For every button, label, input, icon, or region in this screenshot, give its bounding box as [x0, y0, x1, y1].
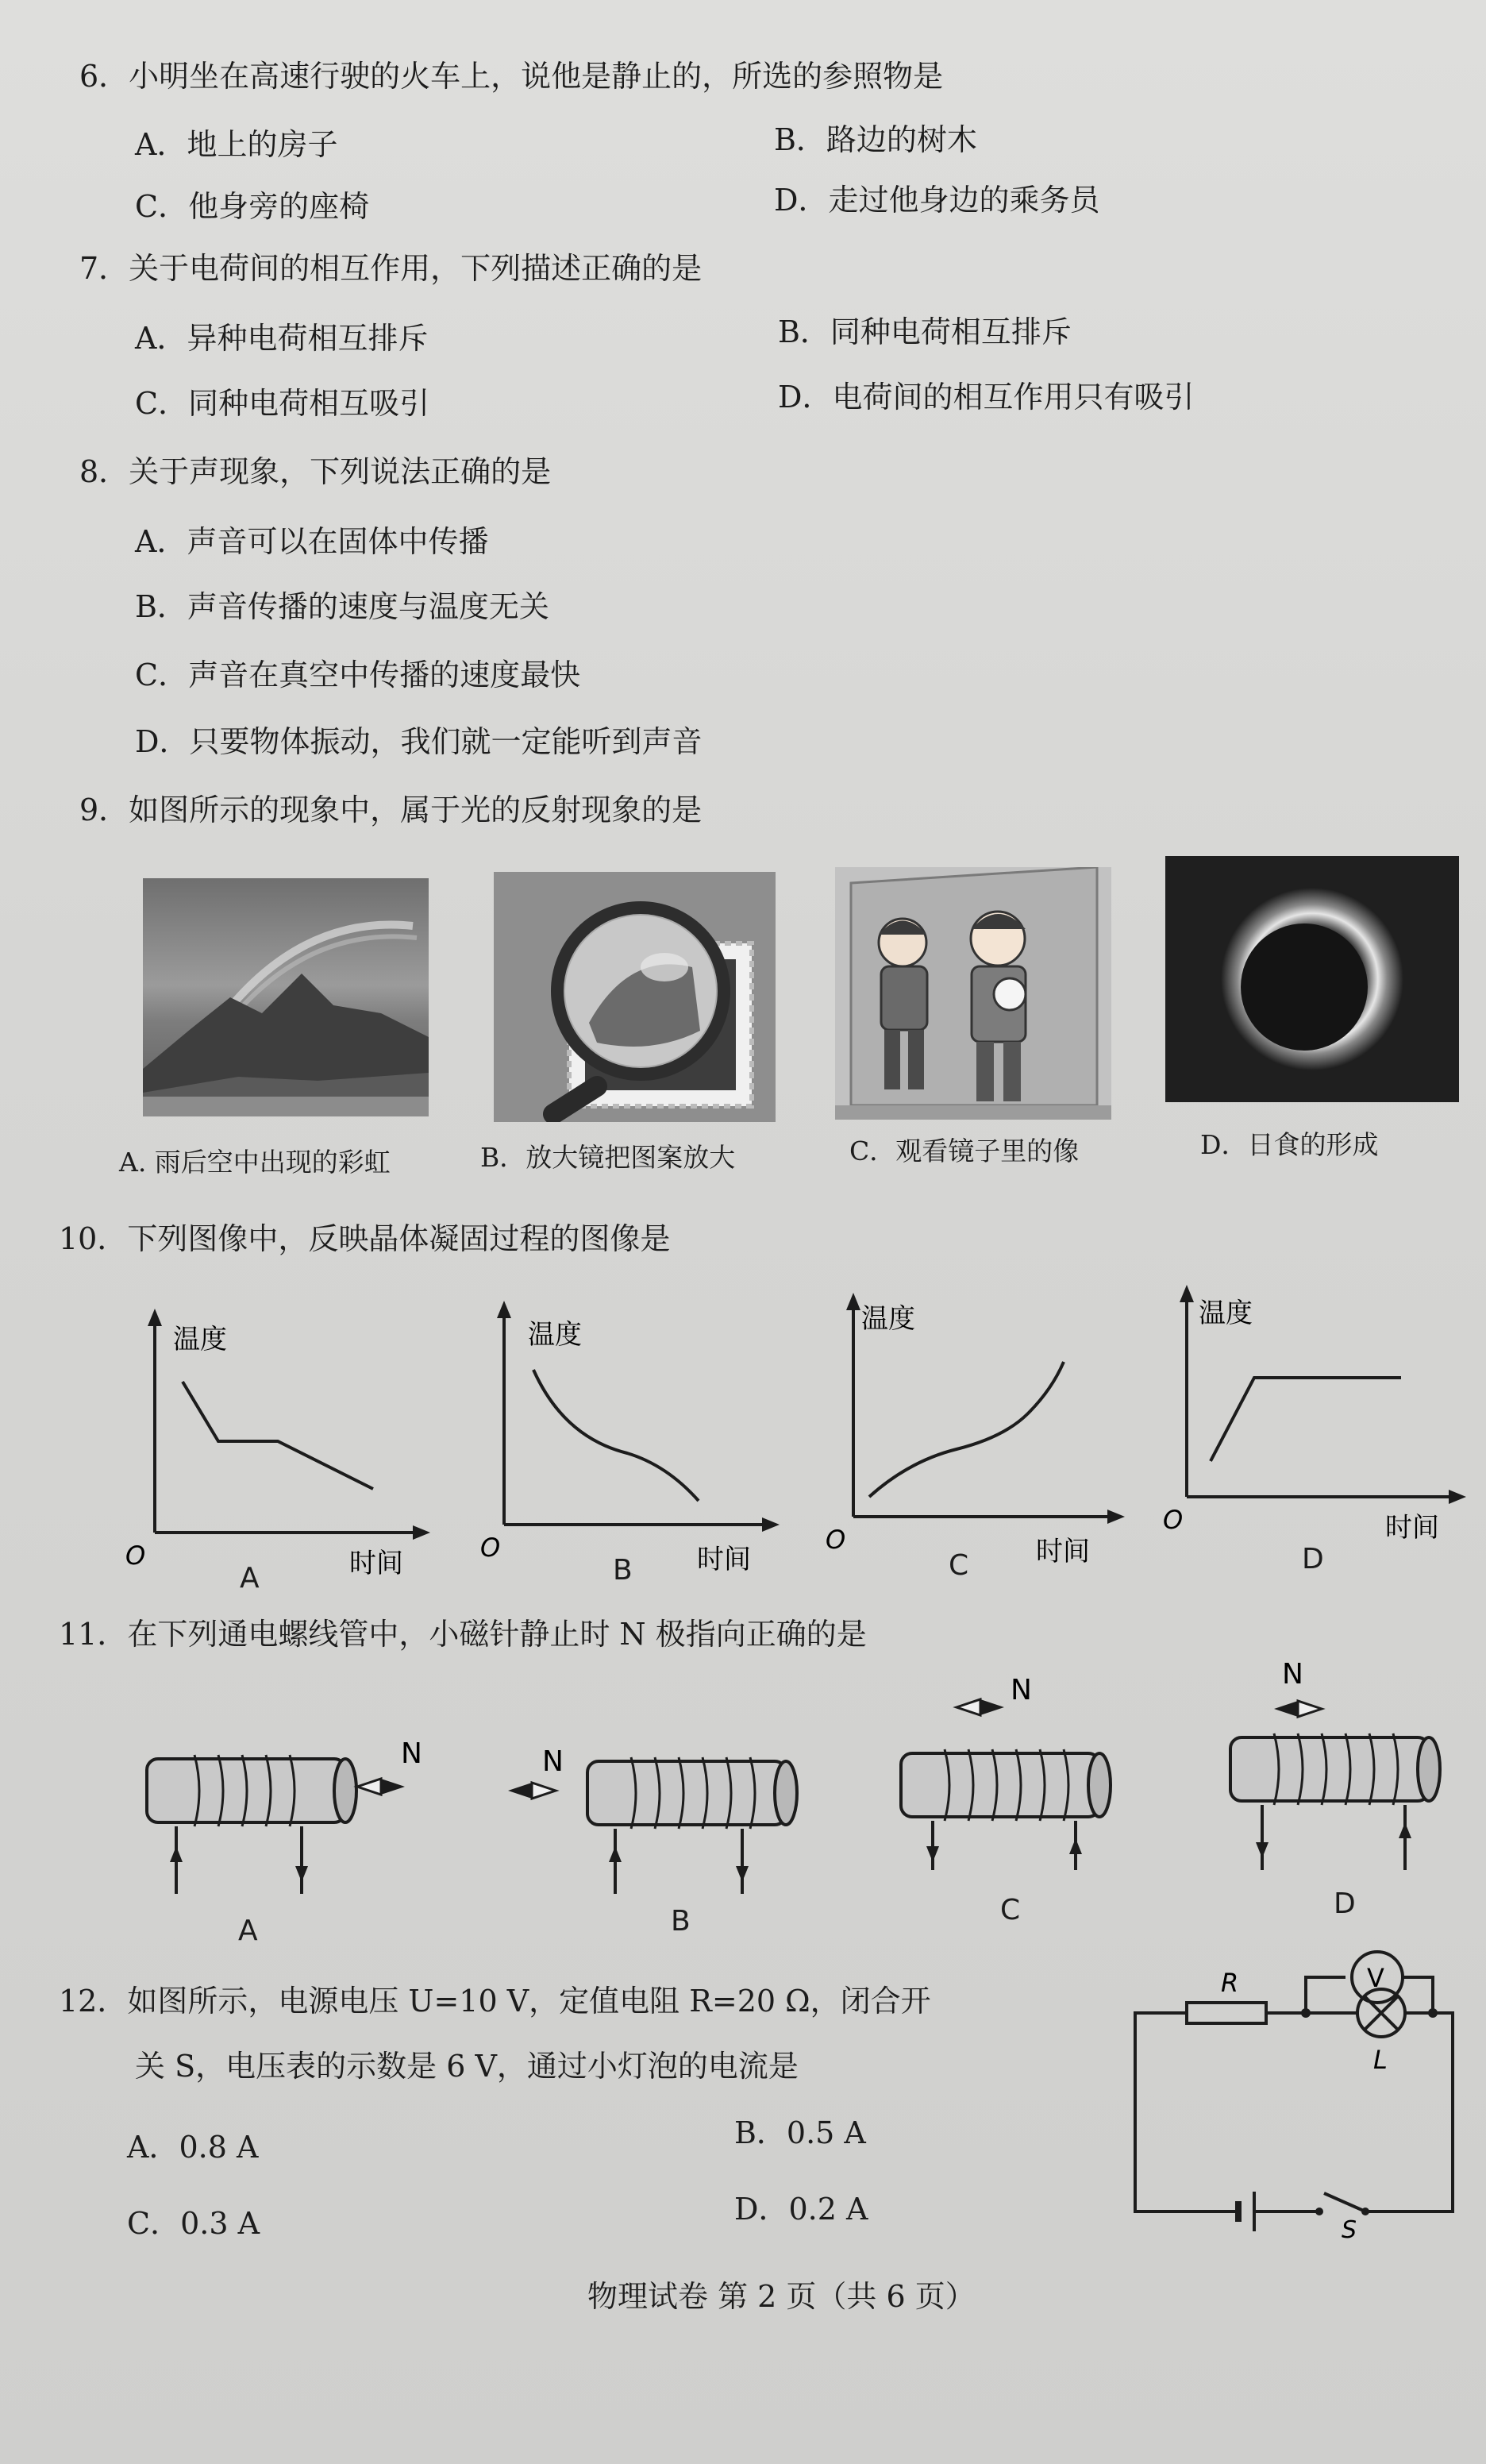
q12-option-a: A．0.8 A [127, 2130, 259, 2165]
q11-needle-b [508, 1783, 556, 1799]
q6-option-a: A．地上的房子 [135, 127, 338, 162]
q6-option-c: C．他身旁的座椅 [135, 189, 370, 224]
q11-stem: 11．在下列通电螺线管中，小磁针静止时 N 极指向正确的是 [59, 1617, 867, 1652]
q11-pole-label-d: N [1282, 1658, 1303, 1691]
q9-photo-eclipse [1165, 856, 1459, 1102]
q10-origin-d: O [1163, 1505, 1184, 1535]
q8-option-d: D．只要物体振动，我们就一定能听到声音 [135, 724, 703, 759]
q8-option-b: B．声音传播的速度与温度无关 [135, 589, 549, 624]
page-footer: 物理试卷 第 2 页（共 6 页） [587, 2279, 976, 2314]
q10-graph-d [1155, 1278, 1480, 1564]
q10-letter-d: D [1302, 1543, 1324, 1575]
eclipse-image [1165, 856, 1459, 1102]
q9-caption-d: D．日食的形成 [1200, 1129, 1379, 1160]
q10-stem: 10．下列图像中，反映晶体凝固过程的图像是 [59, 1221, 671, 1256]
q10-xlabel-a: 时间 [349, 1548, 403, 1579]
magnifier-stamp-image [494, 872, 776, 1122]
q10-curve-d [1211, 1378, 1401, 1461]
q7-option-d: D．电荷间的相互作用只有吸引 [778, 380, 1195, 415]
rainbow-landscape-image [143, 878, 429, 1116]
q10-origin-c: O [826, 1525, 846, 1555]
q6-option-d: D．走过他身边的乘务员 [774, 183, 1100, 218]
circuit-label-r: R [1221, 1968, 1239, 1998]
q11-pole-label-c: N [1011, 1674, 1032, 1706]
q10-ylabel-b: 温度 [528, 1319, 582, 1351]
q7-option-b: B．同种电荷相互排斥 [778, 314, 1072, 349]
q10-letter-a: A [240, 1562, 260, 1594]
q11-pole-label-b: N [542, 1745, 564, 1778]
circuit-label-s: S [1342, 2216, 1357, 2239]
q11-letter-a: A [238, 1915, 258, 1947]
q9-photo-magnifier [494, 872, 776, 1122]
q9-caption-b: B．放大镜把图案放大 [480, 1142, 736, 1173]
q6-option-b: B．路边的树木 [774, 122, 977, 157]
q12-circuit-diagram [1119, 1938, 1469, 2239]
q10-xlabel-c: 时间 [1036, 1536, 1090, 1567]
q10-ylabel-d: 温度 [1199, 1298, 1253, 1329]
q6-stem: 6．小明坐在高速行驶的火车上，说他是静止的，所选的参照物是 [79, 59, 944, 94]
q10-graph-c [822, 1286, 1139, 1572]
circuit-label-l: L [1373, 2045, 1388, 2075]
q11-needle-d [1274, 1701, 1322, 1717]
q10-curve-a [183, 1382, 373, 1489]
q11-needle-a [357, 1779, 405, 1795]
q10-letter-b: B [613, 1554, 633, 1587]
q10-letter-c: C [949, 1549, 969, 1582]
mirror-boy-image [835, 867, 1111, 1120]
q10-curve-b [533, 1370, 699, 1501]
q10-graph-a [119, 1302, 437, 1588]
q12-stem-line2: 关 S，电压表的示数是 6 V，通过小灯泡的电流是 [135, 2049, 799, 2084]
circuit-label-v: V [1367, 1963, 1384, 1993]
q12-option-d: D．0.2 A [734, 2192, 868, 2227]
q11-letter-b: B [671, 1905, 691, 1938]
q10-ylabel-c: 温度 [861, 1303, 915, 1335]
q9-stem: 9．如图所示的现象中，属于光的反射现象的是 [79, 792, 703, 827]
q9-photo-rainbow [143, 878, 429, 1116]
q10-xlabel-d: 时间 [1385, 1512, 1439, 1544]
q7-stem: 7．关于电荷间的相互作用，下列描述正确的是 [79, 251, 703, 286]
switch-s [1324, 2193, 1365, 2211]
q10-ylabel-a: 温度 [173, 1324, 227, 1355]
q11-needle-c [957, 1699, 1004, 1715]
q9-photo-mirror [835, 867, 1111, 1120]
q8-stem: 8．关于声现象，下列说法正确的是 [79, 454, 552, 489]
q11-letter-d: D [1334, 1888, 1356, 1920]
q12-stem-line1: 12．如图所示，电源电压 U=10 V，定值电阻 R=20 Ω，闭合开 [59, 1984, 931, 2019]
q10-xlabel-b: 时间 [697, 1544, 751, 1575]
q7-option-a: A．异种电荷相互排斥 [135, 321, 429, 356]
q11-solenoid-d [1218, 1652, 1457, 1874]
q11-letter-c: C [1000, 1894, 1021, 1926]
q8-option-c: C．声音在真空中传播的速度最快 [135, 657, 581, 692]
q10-origin-a: O [125, 1540, 146, 1571]
q10-graph-b [476, 1294, 794, 1580]
q10-curve-c [869, 1362, 1064, 1497]
q8-option-a: A．声音可以在固体中传播 [135, 524, 489, 559]
q9-caption-c: C．观看镜子里的像 [849, 1136, 1080, 1166]
q12-option-b: B．0.5 A [734, 2115, 866, 2150]
q11-solenoid-c [893, 1668, 1131, 1874]
q10-origin-b: O [480, 1533, 501, 1563]
q11-pole-label-a: N [401, 1737, 422, 1770]
q11-solenoid-a [135, 1715, 452, 1898]
q9-caption-a: A. 雨后空中出现的彩虹 [119, 1147, 391, 1178]
q7-option-c: C．同种电荷相互吸引 [135, 386, 430, 421]
q11-solenoid-b [496, 1707, 814, 1898]
resistor-r [1187, 2003, 1266, 2023]
q12-option-c: C．0.3 A [127, 2206, 260, 2241]
